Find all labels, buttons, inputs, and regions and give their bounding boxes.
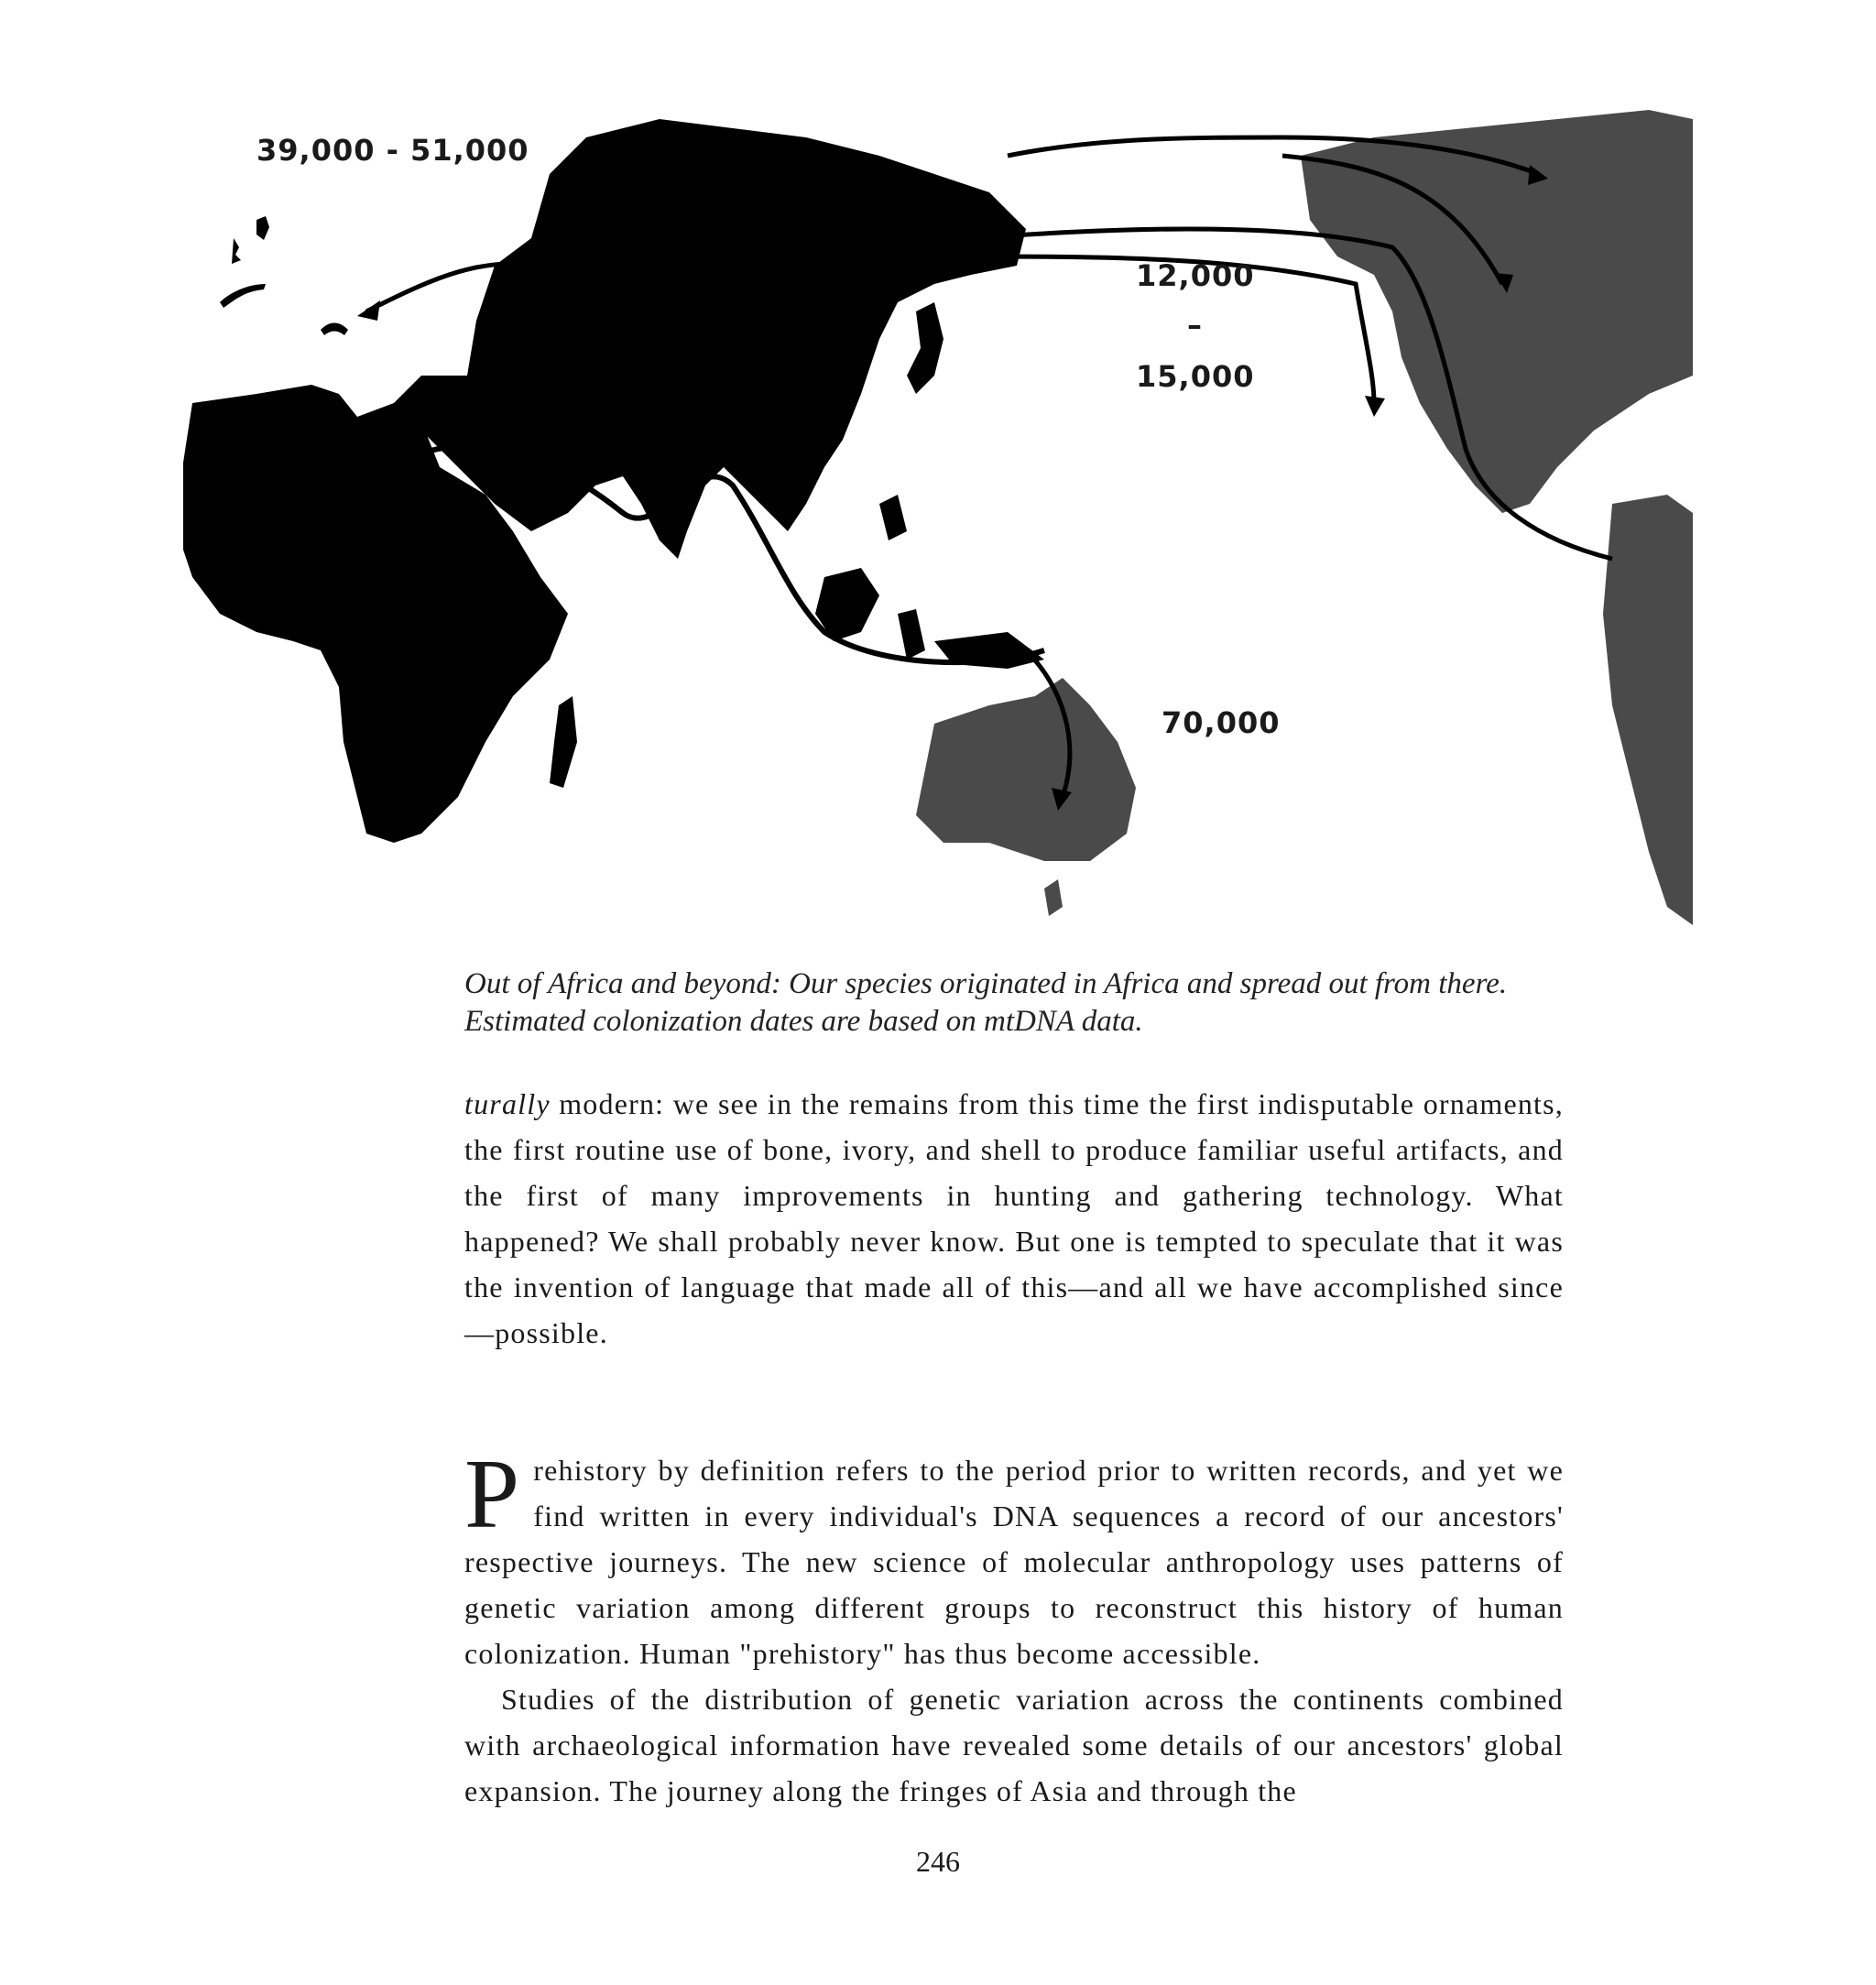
- australia-landmass: [916, 678, 1136, 861]
- figure-caption: [464, 965, 1564, 1041]
- americas-date-start-label: 12,000: [1136, 258, 1255, 293]
- migration-map: [183, 101, 1693, 925]
- paragraph-1: [464, 1081, 1564, 1356]
- paragraph-1-text: modern: we see in the remains from this time the first indisputable ornaments, the first routine use of bone, ivory, and shell to produce familiar useful artifacts, and the first of many improvements in hunting and gathering technology. What happened? We shall probably never know. But one is tempted to speculate that it was the invention of language that made all of this—and all we have accomplished since—possible.: [464, 1087, 1564, 1349]
- americas-date-dash-label: –: [1187, 308, 1203, 343]
- paragraph-2: [464, 1440, 1564, 1676]
- paragraph-3: [464, 1676, 1564, 1814]
- americas-date-end-label: 15,000: [1136, 359, 1255, 394]
- drop-cap: P: [464, 1440, 521, 1549]
- paragraph-2-text: rehistory by definition refers to the period prior to written records, and yet we find written in every individual's DNA sequences a record of our ancestors' respective journeys. The new science of molecular anthropology uses patterns of genetic variation among different groups to reconstruct this history of human colonization. Human "prehistory" has thus become accessible.: [464, 1454, 1564, 1670]
- caption-line-2: Estimated colonization dates are based on mtDNA data.: [464, 1005, 1143, 1038]
- madagascar-landmass: [550, 696, 577, 788]
- continued-word: turally: [464, 1087, 551, 1120]
- japan-landmass: [907, 302, 943, 394]
- page-number: 246: [916, 1845, 960, 1878]
- caption-line-1: Out of Africa and beyond: Our species originated in Africa and spread out from there.: [464, 967, 1508, 1000]
- new-zealand-landmass: [1044, 879, 1063, 916]
- south-america-landmass: [1603, 495, 1693, 925]
- paragraph-3-text: Studies of the distribution of genetic variation across the continents combined with archaeological information have revealed some details of our ancestors' global expansion. The journey along the fringes of Asia and through the: [464, 1683, 1564, 1807]
- australia-date-label: 70,000: [1162, 705, 1281, 740]
- europe-date-label: 39,000 - 51,000: [256, 133, 529, 168]
